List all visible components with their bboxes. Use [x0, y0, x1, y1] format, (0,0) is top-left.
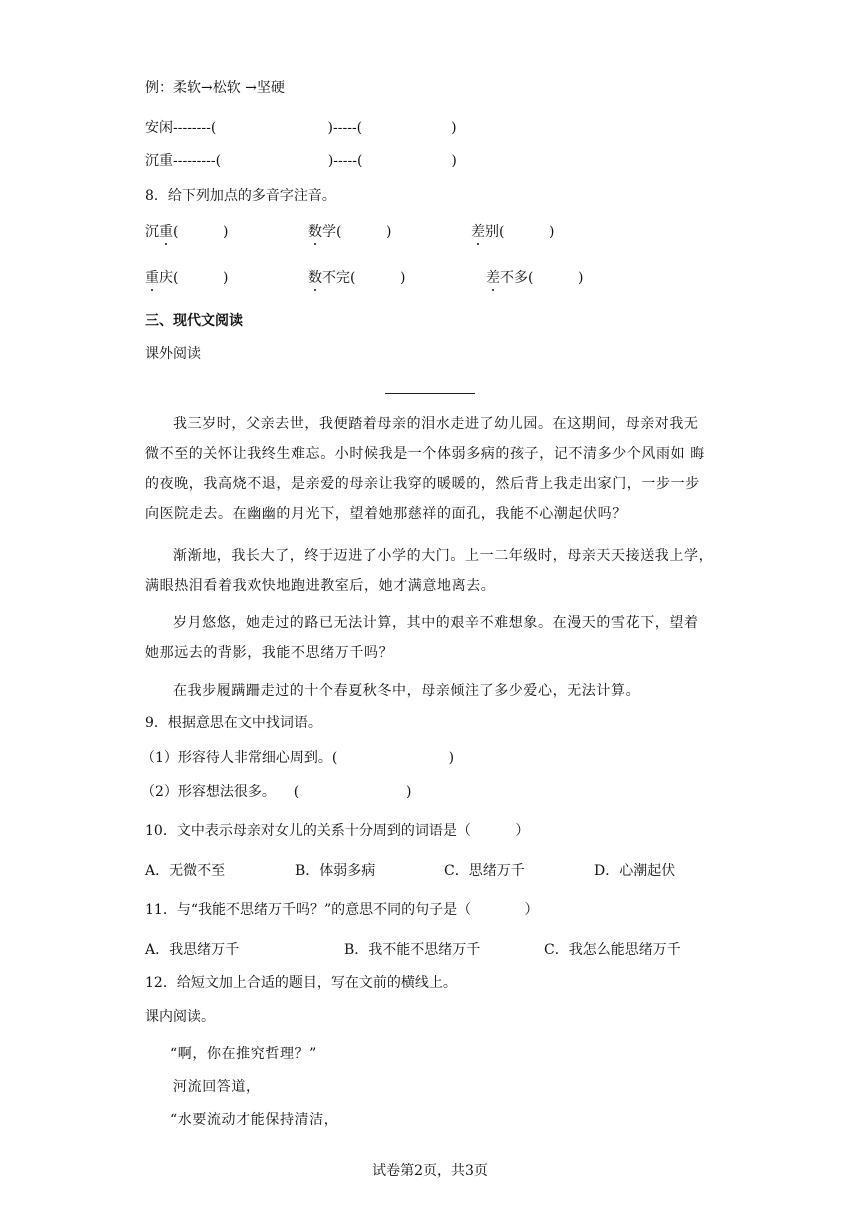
dotted-char: 差 [471, 224, 485, 240]
passage-line: 满眼热泪看着我欢快地跑进教室后，她才满意地离去。 [145, 578, 496, 594]
word-chain-row-2: 沉重---------( )-----( ) [145, 153, 457, 169]
question-10-title: 10．文中表示母亲对女儿的关系十分周到的词语是（ ） [145, 823, 530, 839]
dotted-char: 数 [308, 270, 322, 286]
q8-item-chabuduo: 差不多( ) [486, 270, 584, 286]
question-8-title: 8．给下列加点的多音字注音。 [145, 188, 336, 204]
example-line: 例：柔软→松软 →坚硬 [145, 80, 285, 96]
question-9-item-1: （1）形容待人非常细心周到。( ) [141, 750, 455, 766]
dotted-char: 差 [486, 270, 500, 286]
poem-line: “啊，你在推究哲理？” [170, 1046, 317, 1062]
question-9-item-2: （2）形容想法很多。 ( ) [141, 784, 412, 800]
word-chain-row-1: 安闲--------( )-----( ) [145, 120, 457, 136]
q10-option-b: B．体弱多病 [295, 863, 376, 879]
passage-line: 岁月悠悠，她走过的路已无法计算，其中的艰辛不难想象。在漫天的雪花下，望着 [173, 615, 699, 631]
page-footer: 试卷第2页，共3页 [372, 1163, 488, 1179]
section-3-subtitle: 课外阅读 [145, 346, 201, 362]
q8-item-chenzhong: 沉重( ) [145, 224, 229, 240]
passage-line: 的夜晚，我高烧不退，是亲爱的母亲让我穿的暖暖的，然后背上我走出家门，一步一步 [145, 476, 700, 492]
passage-line: 向医院走去。在幽幽的月光下，望着她那慈祥的面孔，我能不心潮起伏吗？ [145, 506, 627, 522]
passage-line: 在我步履蹒跚走过的十个春夏秋冬中，母亲倾注了多少爱心，无法计算。 [173, 683, 641, 699]
poem-line: 河流回答道， [173, 1079, 261, 1095]
q11-option-b: B．我不能不思绪万千 [344, 942, 481, 958]
dotted-char: 数 [308, 224, 322, 240]
dotted-char: 重 [145, 270, 159, 286]
q8-item-shubuwan: 数不完( ) [308, 270, 406, 286]
q11-option-a: A．我思绪万千 [145, 942, 240, 958]
section-3-title: 三、现代文阅读 [145, 313, 243, 329]
question-9-title: 9．根据意思在文中找词语。 [145, 715, 322, 731]
q8-item-chabie: 差别( ) [471, 224, 555, 240]
question-11-title: 11．与“我能不思绪万千吗？”的意思不同的句子是（ ） [145, 902, 539, 918]
q10-option-d: D．心潮起伏 [594, 863, 676, 879]
poem-line: “水要流动才能保持清洁， [170, 1112, 339, 1128]
in-class-reading-label: 课内阅读。 [145, 1009, 215, 1025]
passage-line: 渐渐地，我长大了，终于迈进了小学的大门。上一二年级时，母亲天天接送我上学， [173, 548, 714, 564]
q11-option-c: C．我怎么能思绪万千 [544, 942, 681, 958]
question-12-title: 12．给短文加上合适的题目，写在文前的横线上。 [145, 975, 457, 991]
dotted-char: 重 [159, 224, 173, 240]
passage-line: 微不至的关怀让我终生难忘。小时候我是一个体弱多病的孩子，记不清多少个风雨如 晦 [145, 446, 705, 462]
passage-line: 她那远去的背影，我能不思绪万千吗？ [145, 645, 394, 661]
title-blank-line [385, 393, 475, 394]
passage-line: 我三岁时，父亲去世，我便踏着母亲的泪水走进了幼儿园。在这期间，母亲对我无 [173, 416, 699, 432]
q8-item-shuxue: 数学( ) [308, 224, 392, 240]
q10-option-c: C．思绪万千 [444, 863, 525, 879]
q10-option-a: A．无微不至 [145, 863, 226, 879]
q8-item-chongqing: 重庆( ) [145, 270, 229, 286]
